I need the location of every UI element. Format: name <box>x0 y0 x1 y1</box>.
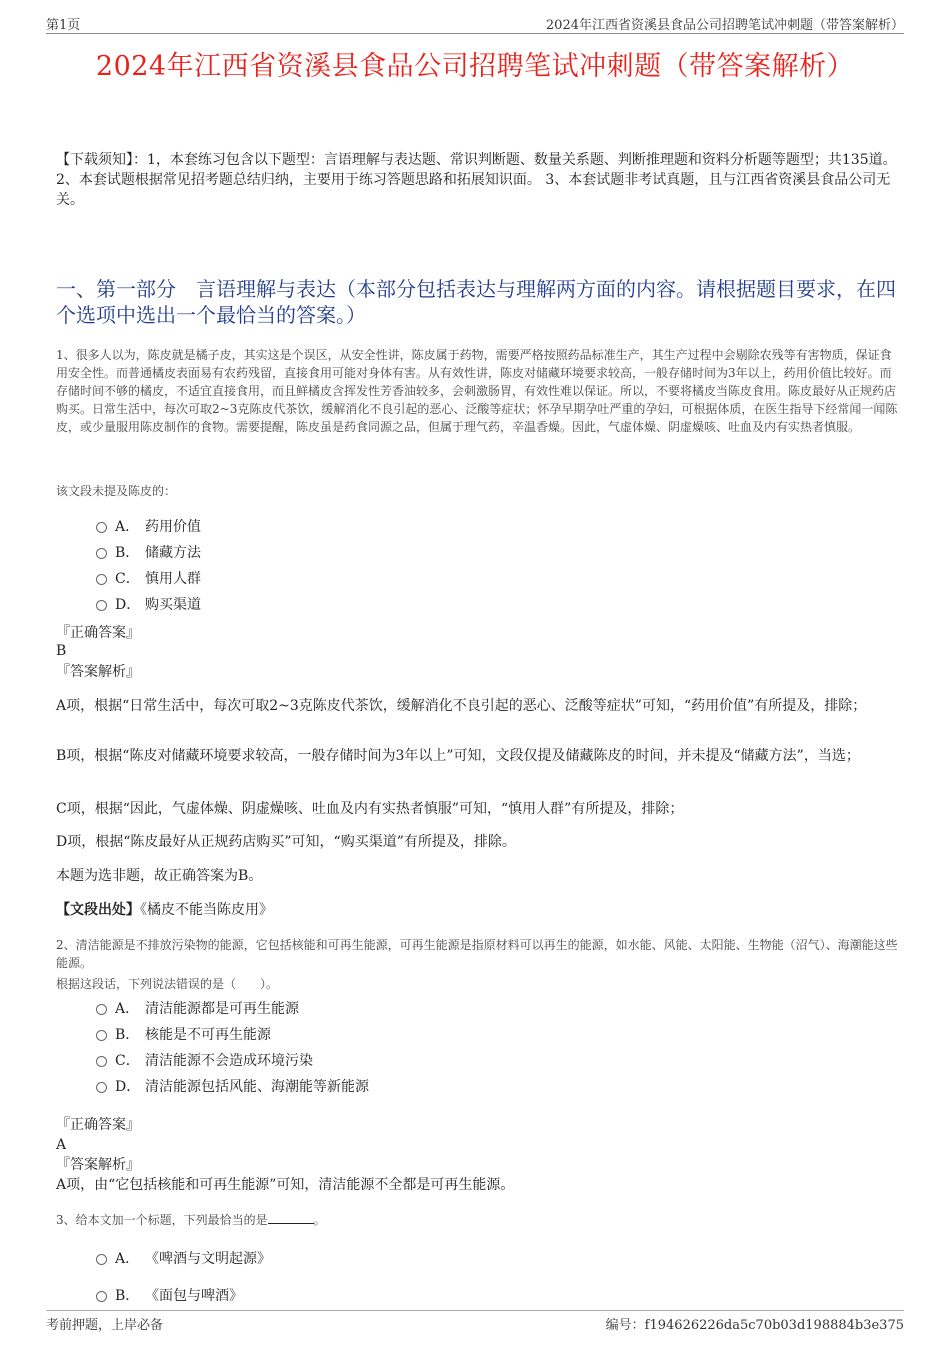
notice-text: ：1，本套练习包含以下题型：言语理解与表达题、常识判断题、数量关系题、判断推理题和资料分析题等题型；共135道。 2、本套试题根据常见招考题总结归纳，主要用于练习答题思路和拓展知识面。 3、本套试题非考试真题，且与江西省资溪县食品公司无关。 <box>56 152 897 208</box>
option-letter: D． <box>115 597 141 613</box>
radio-icon[interactable] <box>96 600 107 611</box>
option-letter: A． <box>115 1001 140 1017</box>
radio-icon[interactable] <box>96 1056 107 1067</box>
notice-label: 【下载须知】 <box>56 152 133 168</box>
q1-option-b[interactable] <box>96 542 201 562</box>
radio-icon[interactable] <box>96 1254 107 1265</box>
code-label: 编号： <box>605 1318 645 1333</box>
option-text: 清洁能源包括风能、海潮能等新能源 <box>145 1079 369 1095</box>
footer-divider <box>46 1310 904 1311</box>
radio-icon[interactable] <box>96 1082 107 1093</box>
q1-analysis-d: D项，根据“陈皮最好从正规药店购买”可知，“购买渠道”有所提及，排除。 <box>56 834 516 850</box>
q1-option-a[interactable] <box>96 516 201 536</box>
option-text: 慎用人群 <box>145 571 201 587</box>
q1-analysis-a: A项，根据“日常生活中，每次可取2~3克陈皮代茶饮，缓解消化不良引起的恶心、泛酸等症状”可知，“药用价值”有所提及，排除； <box>56 698 867 714</box>
option-text: 储藏方法 <box>145 545 201 561</box>
option-letter: B． <box>115 545 140 561</box>
radio-icon[interactable] <box>96 1030 107 1041</box>
footer-code <box>606 1314 904 1333</box>
q1-source <box>56 900 900 921</box>
q3-prompt <box>56 1211 900 1229</box>
code-value: f194626226da5c70b03d198884b3e375 <box>644 1318 904 1333</box>
option-text: 核能是不可再生能源 <box>145 1027 271 1043</box>
q2-option-c[interactable] <box>96 1050 313 1070</box>
option-letter: B． <box>115 1288 140 1304</box>
download-notice <box>56 150 900 210</box>
option-letter: C． <box>115 571 140 587</box>
option-text: 药用价值 <box>145 519 201 535</box>
q2-option-d[interactable] <box>96 1076 369 1096</box>
header-doc-title: 2024年江西省资溪县食品公司招聘笔试冲刺题（带答案解析） <box>545 18 904 33</box>
option-text: 清洁能源不会造成环境污染 <box>145 1053 313 1069</box>
option-letter: C． <box>115 1053 140 1069</box>
q2-prompt: 根据这段话，下列说法错误的是（ ）。 <box>56 977 279 991</box>
q3-option-b[interactable] <box>96 1285 243 1305</box>
page-title: 2024年江西省资溪县食品公司招聘笔试冲刺题（带答案解析） <box>95 51 855 82</box>
radio-icon[interactable] <box>96 1291 107 1302</box>
option-text: 清洁能源都是可再生能源 <box>145 1001 299 1017</box>
q1-analysis-c: C项，根据“因此，气虚体燥、阴虚燥咳、吐血及内有实热者慎服”可知，“慎用人群”有所提及，排除； <box>56 801 684 817</box>
option-letter: A． <box>115 519 140 535</box>
q3-prompt-end: 。 <box>313 1213 326 1227</box>
q2-answer-label: 『正确答案』 <box>56 1117 140 1133</box>
option-text: 《面包与啤酒》 <box>145 1288 243 1304</box>
radio-icon[interactable] <box>96 574 107 585</box>
q2-passage: 2、清洁能源是不排放污染物的能源，它包括核能和可再生能源，可再生能源是指原材料可以再生的能源，如水能、风能、太阳能、生物能（沼气）、海潮能这些能源。 <box>56 938 898 970</box>
q2-option-b[interactable] <box>96 1024 271 1044</box>
q1-answer-label: 『正确答案』 <box>56 625 140 641</box>
q1-prompt: 该文段未提及陈皮的： <box>56 484 177 498</box>
q1-passage: 1、很多人以为，陈皮就是橘子皮，其实这是个误区，从安全性讲，陈皮属于药物，需要严格按照药品标准生产，其生产过程中会剔除农残等有害物质，保证食用安全性。而普通橘皮表面易有农药残留，直接食用可能对身体有害。从有效性讲，陈皮对储藏环境要求较高，一般存储时间为3年以上，药用价值比较好。而存储时间不够的橘皮，不适宜直接食用，而且鲜橘皮含挥发性芳香油较多，会刺激肠胃，有效性难以保证。所以，不要将橘皮当陈皮食用。陈皮最好从正规药店购买。日常生活中，每次可取2~3克陈皮代茶饮，缓解消化不良引起的恶心、泛酸等症状；怀孕早期孕吐严重的孕妇，可根据体质，在医生指导下经常闻一闻陈皮，或少量服用陈皮制作的食物。需要提醒，陈皮虽是药食同源之品，但属于理气药，辛温香燥。因此，气虚体燥、阴虚燥咳、吐血及内有实热者慎服。 <box>56 348 898 434</box>
section-heading: 一、第一部分 言语理解与表达（本部分包括表达与理解两方面的内容。请根据题目要求，在四个选项中选出一个最恰当的答案。） <box>56 277 896 327</box>
q1-analysis-b: B项，根据“陈皮对储藏环境要求较高，一般存储时间为3年以上”可知，文段仅提及储藏陈皮的时间，并未提及“储藏方法”，当选； <box>56 748 860 764</box>
radio-icon[interactable] <box>96 548 107 559</box>
q2-option-a[interactable] <box>96 998 299 1018</box>
q1-option-c[interactable] <box>96 568 201 588</box>
q3-option-a[interactable] <box>96 1248 271 1268</box>
q1-analysis-conclusion: 本题为选非题，故正确答案为B。 <box>56 868 263 884</box>
footer-slogan: 考前押题，上岸必备 <box>46 1318 164 1333</box>
page-number: 第1页 <box>46 18 81 33</box>
q2-analysis-label: 『答案解析』 <box>56 1157 140 1173</box>
header-divider <box>46 33 904 34</box>
source-title: 《橘皮不能当陈皮用》 <box>140 902 273 918</box>
answer-blank <box>268 1211 314 1224</box>
option-letter: B． <box>115 1027 140 1043</box>
option-letter: D． <box>115 1079 141 1095</box>
q1-answer: B <box>56 643 67 659</box>
q1-option-d[interactable] <box>96 594 201 614</box>
q1-analysis-label: 『答案解析』 <box>56 664 140 680</box>
q3-prompt-text: 3、给本文加一个标题，下列最恰当的是 <box>56 1213 268 1227</box>
option-letter: A． <box>115 1251 140 1267</box>
radio-icon[interactable] <box>96 522 107 533</box>
option-text: 购买渠道 <box>145 597 201 613</box>
source-label: 【文段出处】 <box>56 902 140 918</box>
q2-analysis: A项，由“它包括核能和可再生能源”可知，清洁能源不全都是可再生能源。 <box>56 1177 515 1193</box>
radio-icon[interactable] <box>96 1004 107 1015</box>
q2-answer: A <box>56 1137 67 1153</box>
option-text: 《啤酒与文明起源》 <box>145 1251 271 1267</box>
